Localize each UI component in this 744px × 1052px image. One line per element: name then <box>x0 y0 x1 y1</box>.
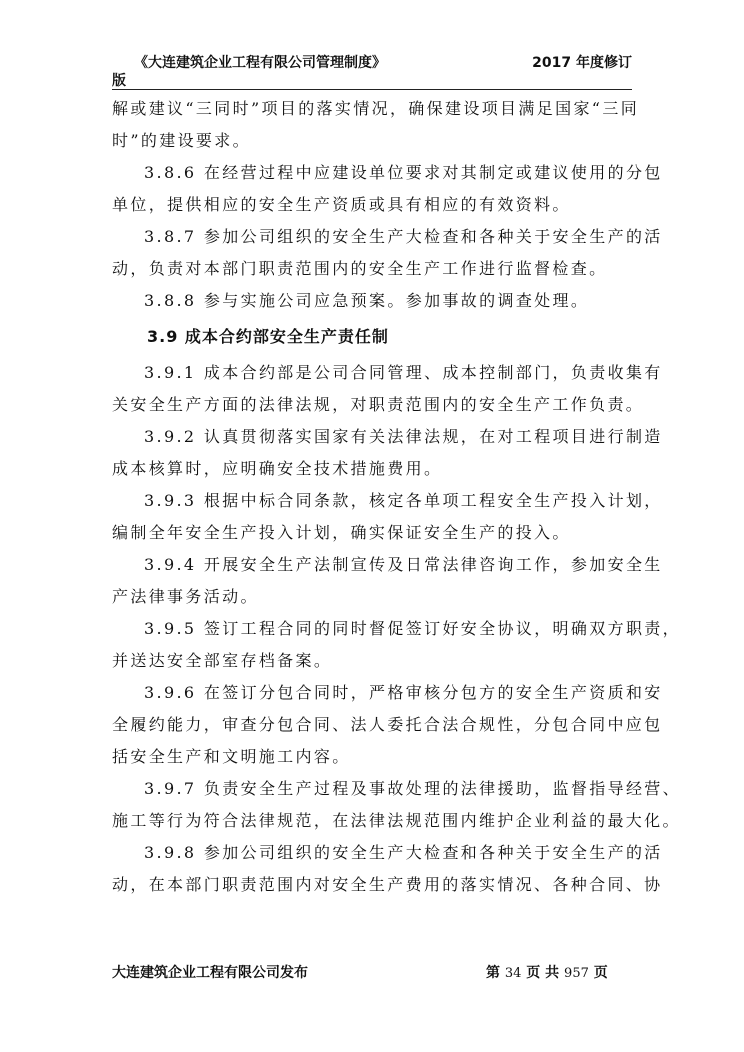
header-title: 《大连建筑企业工程有限公司管理制度》 <box>134 55 386 71</box>
text-line: 3.9.5 签订工程合同的同时督促签订好安全协议，明确双方职责， <box>144 619 681 638</box>
text-line: 括安全生产和文明施工内容。 <box>112 747 351 766</box>
footer-page-number <box>486 962 608 982</box>
text-line: 3.8.6 在经营过程中应建设单位要求对其制定或建议使用的分包 <box>144 163 663 182</box>
paragraph-3-9-6 <box>112 677 663 773</box>
header-edition: 2017 年度修订 <box>532 55 632 71</box>
text-line: 3.9.6 在签订分包合同时，严格审核分包方的安全生产资质和安 <box>144 683 663 702</box>
text-line: 成本核算时，应明确安全技术措施费用。 <box>112 459 443 478</box>
page-total: 957 <box>564 966 589 981</box>
header-edition-wrap: 版 <box>112 73 126 89</box>
text-line: 3.9.4 开展安全生产法制宣传及日常法律咨询工作，参加安全生 <box>144 555 663 574</box>
header-rule <box>112 89 632 90</box>
text-line: 3.9.8 参加公司组织的安全生产大检查和各种关于安全生产的活 <box>144 843 663 862</box>
paragraph-3-8-7 <box>112 221 663 285</box>
text-line: 3.9.1 成本合约部是公司合同管理、成本控制部门，负责收集有 <box>144 363 663 382</box>
paragraph-3-9-5 <box>112 613 681 677</box>
text-line: 3.8.7 参加公司组织的安全生产大检查和各种关于安全生产的活 <box>144 227 663 246</box>
paragraph-3-9-7 <box>112 773 681 837</box>
paragraph-3-9-1 <box>112 357 663 421</box>
text-line: 单位，提供相应的安全生产资质或具有相应的有效资料。 <box>112 195 571 214</box>
text-line: 并送达安全部室存档备案。 <box>112 651 333 670</box>
paragraph-3-8-6 <box>112 157 663 221</box>
page-suffix: 页 <box>593 965 608 981</box>
text-line: 动，在本部门职责范围内对安全生产费用的落实情况、各种合同、协 <box>112 875 663 894</box>
text-line: 3.8.8 参与实施公司应急预案。参加事故的调查处理。 <box>144 291 590 310</box>
text-line: 编制全年安全生产投入计划，确实保证安全生产的投入。 <box>112 523 571 542</box>
text-line: 全履约能力，审查分包合同、法人委托合法合规性，分包合同中应包 <box>112 715 663 734</box>
footer-publisher: 大连建筑企业工程有限公司发布 <box>112 965 308 981</box>
text-line: 3.9.2 认真贯彻落实国家有关法律法规，在对工程项目进行制造 <box>144 427 663 446</box>
text-line: 关安全生产方面的法律法规，对职责范围内的安全生产工作负责。 <box>112 395 645 414</box>
page-current: 34 <box>504 966 522 981</box>
section-heading: 3.9 成本合约部安全生产责任制 <box>147 327 389 346</box>
paragraph-continuation <box>112 93 640 157</box>
paragraph-3-9-8 <box>112 837 663 901</box>
document-body <box>112 93 681 901</box>
text-line: 3.9.3 根据中标合同条款，核定各单项工程安全生产投入计划， <box>144 491 663 510</box>
paragraph-3-9-3 <box>112 485 663 549</box>
text-line: 3.9.7 负责安全生产过程及事故处理的法律援助，监督指导经营、 <box>144 779 681 798</box>
paragraph-3-9-4 <box>112 549 663 613</box>
text-line: 时”的建设要求。 <box>112 131 251 150</box>
paragraph-3-9-2 <box>112 421 663 485</box>
text-line: 解或建议“三同时”项目的落实情况，确保建设项目满足国家“三同 <box>112 99 640 118</box>
paragraph-3-8-8 <box>112 285 634 317</box>
text-line: 产法律事务活动。 <box>112 587 259 606</box>
page-mid: 页 共 <box>526 965 560 981</box>
text-line: 动，负责对本部门职责范围内的安全生产工作进行监督检查。 <box>112 259 608 278</box>
page-prefix: 第 <box>486 965 500 981</box>
text-line: 施工等行为符合法律规范，在法律法规范围内维护企业利益的最大化。 <box>112 811 681 830</box>
